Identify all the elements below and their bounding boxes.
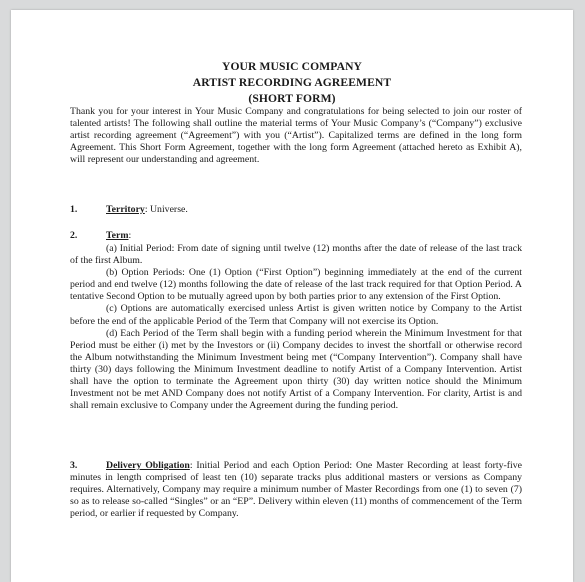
- section-title: Delivery Obligation: [106, 460, 190, 471]
- document-page: [11, 10, 573, 582]
- intro-paragraph: Thank you for your interest in Your Music Company and congratulations for being selected to join our roster of talented artists! The following shall outline the material terms of Your Music Company’s (“Company”) exclusive artist recording agreement (“Agreement”) with you (“Artist”). Capitalized terms are defined in the long form Agreement. This Short Form Agreement, together with the long form Agreement (attached hereto as Exhibit A), will represent our understanding and agreement.: [70, 106, 522, 166]
- form-type-heading: (SHORT FORM): [248, 92, 336, 105]
- section-territory: [70, 204, 188, 216]
- term-sub-d: (d) Each Period of the Term shall begin with a funding period wherein the Minimum Investment for that Period must be either (i) met by the Investors or (ii) Company decides to invest the shortfall or otherwise record the Album notwithstanding the Minimum Investment being met (“Company Intervention”). Company shall have thirty (30) days following the Minimum Investment deadline to notify Artist of a Company Intervention. Artist shall have the option to terminate the Agreement upon thirty (30) day written notice should the Minimum Investment not be met AND Company does not notify Artist of a Company Intervention. For clarity, Artist is and shall remain exclusive to Company under the Agreement during the funding period.: [70, 327, 522, 412]
- term-sub-a: (a) Initial Period: From date of signing until twelve (12) months after the date of release of the last track of the first Album.: [70, 243, 522, 267]
- term-sub-b: (b) Option Periods: One (1) Option (“First Option”) beginning immediately at the end of the current period and end twelve (12) months following the date of release of the last track required for that Option Period. A tentative Second Option to be mutually agreed upon by both parties prior to any extension of the First Option.: [70, 267, 522, 303]
- section-number: 3.: [70, 460, 78, 471]
- agreement-title-heading: ARTIST RECORDING AGREEMENT: [192, 76, 392, 89]
- company-name-heading: YOUR MUSIC COMPANY: [221, 60, 363, 73]
- section-term: [70, 230, 131, 242]
- term-sub-c: (c) Options are automatically exercised unless Artist is given written notice by Company to the Artist before the end of the applicable Period of the Term that Company will not exercise its Option.: [70, 303, 522, 327]
- section-text: : Universe.: [144, 204, 188, 215]
- section-number: 1.: [70, 204, 78, 215]
- section-text: : Initial Period and each Option Period: One Master Recording at least forty-five minutes in length comprised of least ten (10) separate tracks plus additional masters or versions as Company requires. Alternatively, Company may require a minimum number of Master Recordings from one (1) to seven (7) so as to release so-called “Singles” or an “EP”. Delivery within eleven (11) months of commencement of the Term period, or earlier if requested by Company.: [70, 460, 523, 520]
- section-title: Term: [106, 230, 129, 241]
- document-title: [11, 59, 573, 107]
- term-subsections: [70, 243, 522, 412]
- section-text: :: [128, 230, 132, 241]
- section-title: Territory: [106, 204, 145, 215]
- section-number: 2.: [70, 230, 78, 241]
- section-delivery: [70, 460, 522, 520]
